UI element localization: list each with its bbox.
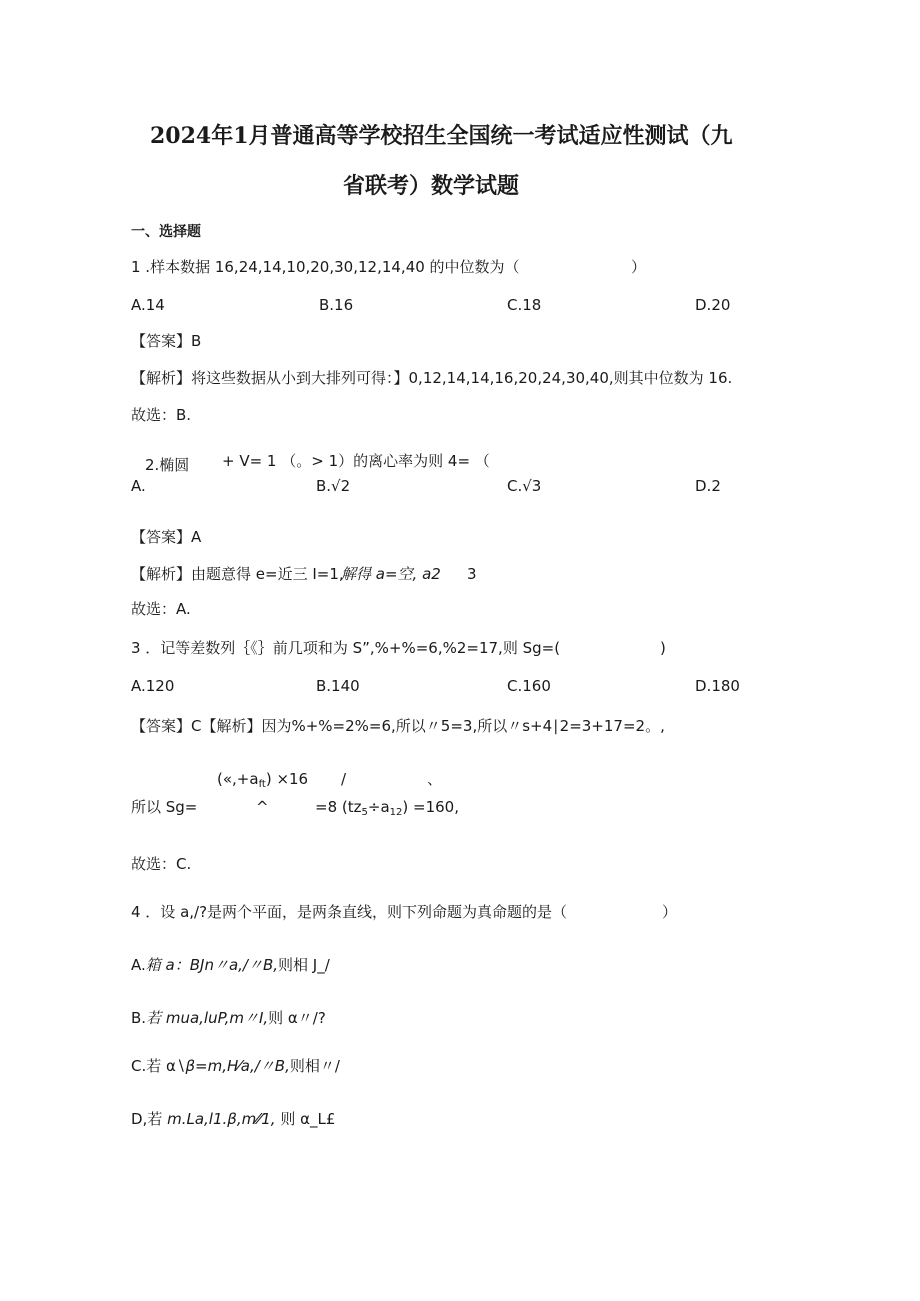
q3-fraction-mark: 、 bbox=[427, 770, 443, 788]
q1-option-b: B.16 bbox=[319, 296, 354, 314]
q3-option-c: C.160 bbox=[507, 677, 551, 695]
q3-close-paren: ) bbox=[660, 639, 666, 657]
q1-option-a: A.14 bbox=[131, 296, 165, 314]
q4-option-d: D,若 m.La,l1.β,m⁄⁄1, 则 α_L£ bbox=[131, 1110, 336, 1128]
q4-close-paren: ） bbox=[662, 903, 678, 921]
q2-option-c: C.√3 bbox=[507, 477, 542, 495]
q2-analysis-b: 解得 a=空, a2 bbox=[341, 565, 441, 583]
q2-analysis-a: 【解析】由题意得 e=近三 I=1, bbox=[131, 565, 344, 583]
q1-option-c: C.18 bbox=[507, 296, 542, 314]
q1-option-d: D.20 bbox=[695, 296, 731, 314]
q2-answer: 【答案】A bbox=[131, 528, 202, 546]
q3-option-b: B.140 bbox=[316, 677, 360, 695]
q3-sum-result: =8 $(tz_5\div a_{12}) =160$, bbox=[315, 798, 459, 818]
q2-option-b: B.√2 bbox=[316, 477, 351, 495]
q2-choice: 故选：A. bbox=[131, 600, 191, 618]
q2-option-d: D.2 bbox=[695, 477, 721, 495]
q2-option-a: A. bbox=[131, 477, 146, 495]
title-line-1: 2024年1月普通高等学校招生全国统一考试适应性测试（九 bbox=[150, 123, 733, 149]
section-heading: 一、选择题 bbox=[131, 224, 201, 240]
q1-choice: 故选：B. bbox=[131, 406, 192, 424]
q2-stem-a: 2.椭圆 bbox=[145, 456, 190, 474]
q3-fraction-numerator: $(«,+a_{ft}) \times 16$ bbox=[217, 770, 309, 790]
title-line-2: 省联考）数学试题 bbox=[343, 173, 520, 199]
q2-analysis-c: 3 bbox=[467, 565, 477, 583]
q3-choice: 故选：C. bbox=[131, 855, 192, 873]
q3-fraction-caret: ^ bbox=[256, 798, 269, 816]
q3-answer-analysis: 【答案】C【解析】因为%+%=2%=6,所以〃5=3,所以〃s+4∣2=3+17=2。, bbox=[131, 717, 665, 735]
q3-option-d: D.180 bbox=[695, 677, 740, 695]
q1-stem: 1 .样本数据 16,24,14,10,20,30,12,14,40 的中位数为（ bbox=[131, 258, 520, 276]
q1-close-paren: ） bbox=[631, 258, 647, 276]
q3-fraction-slash: / bbox=[341, 770, 347, 788]
q4-stem: 4 ．设 a,/?是两个平面，是两条直线，则下列命题为真命题的是（ bbox=[131, 903, 568, 921]
q3-stem: 3 ．记等差数列｛《｝前几项和为 S”,%+%=6,%2=17,则 Sg=( bbox=[131, 639, 561, 657]
q1-analysis: 【解析】将这些数据从小到大排列可得：】0,12,14,14,16,20,24,30,40,则其中位数为 16. bbox=[131, 369, 733, 387]
q3-option-a: A.120 bbox=[131, 677, 175, 695]
q3-sum-label: 所以 Sg= bbox=[131, 798, 198, 816]
q4-option-c: C.若 α∖β=m,H⁄a,/〃B,则相〃/ bbox=[131, 1057, 340, 1075]
q4-option-b: B.若 mua,luP,m〃I,则 α〃/? bbox=[131, 1009, 326, 1027]
q1-answer: 【答案】B bbox=[131, 332, 202, 350]
q2-stem-b: + V= 1 （。> 1）的离心率为则 4= （ bbox=[222, 452, 490, 470]
q4-option-a: A.箱 a：BJn〃a,/〃B,则相 J_/ bbox=[131, 956, 330, 974]
